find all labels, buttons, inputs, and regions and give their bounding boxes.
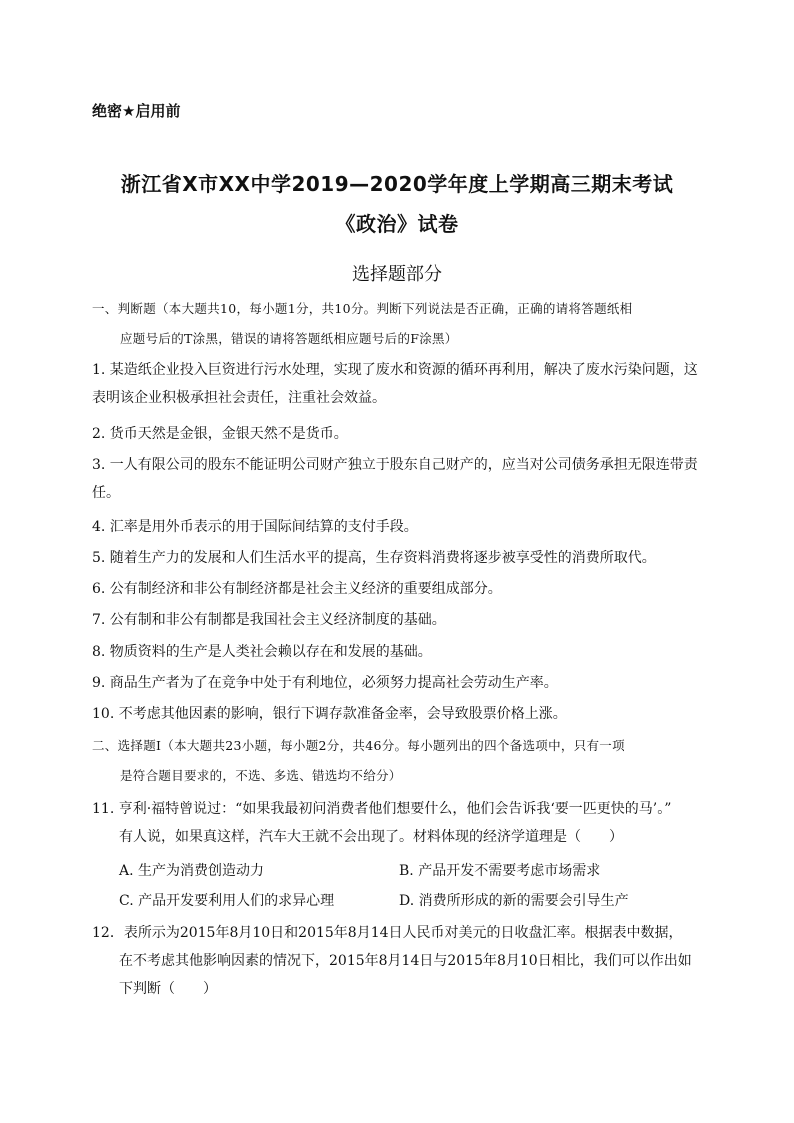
question-line: 8. 物质资料的生产是人类社会赖以存在和发展的基础。 — [92, 644, 432, 660]
question-line: 有人说，如果真这样，汽车大王就不会出现了。材料体现的经济学道理是（ ） — [119, 829, 623, 845]
question-2 — [92, 420, 702, 448]
question-line: 10. 不考虑其他因素的影响，银行下调存款准备金率，会导致股票价格上涨。 — [92, 706, 567, 722]
instruction-line: 是符合题目要求的，不选、多选、错选均不给分） — [120, 768, 402, 783]
question-11 — [92, 795, 702, 851]
question-line: 任。 — [92, 485, 120, 501]
question-line: 12．表所示为2015年8月10日和2015年8月14日人民币对美元的日收盘汇率。根据表中数据， — [92, 925, 683, 941]
question-line: 5. 随着生产力的发展和人们生活水平的提高，生存资料消费将逐步被享受性的消费所取代。 — [92, 550, 656, 566]
question-8 — [92, 638, 702, 666]
option-a: A. 生产为消费创造动力 — [119, 863, 265, 879]
question-3 — [92, 451, 702, 507]
question-11-options — [119, 857, 699, 917]
question-line: 9. 商品生产者为了在竞争中处于有利地位，必须努力提高社会劳动生产率。 — [92, 675, 558, 691]
question-line: 下判断（ ） — [119, 981, 217, 997]
section-title: 选择题部分 — [352, 264, 442, 285]
question-line: 1. 某造纸企业投入巨资进行污水处理，实现了废水和资源的循环再利用，解决了废水污染问题，这 — [92, 362, 698, 378]
instruction-line: 一、判断题（本大题共10，每小题1分，共10分。判断下列说法是否正确，正确的请将答题纸相 — [92, 301, 633, 316]
instruction-line: 二、选择题Ⅰ（本大题共23小题，每小题2分，共46分。每小题列出的四个备选项中，只有一项 — [92, 738, 625, 753]
question-9 — [92, 669, 702, 697]
instruction-line: 应题号后的T涂黑，错误的请将答题纸相应题号后的F涂黑） — [120, 331, 458, 346]
option-b: B. 产品开发不需要考虑市场需求 — [399, 863, 601, 879]
question-6 — [92, 575, 702, 603]
option-c: C. 产品开发要利用人们的求异心理 — [119, 893, 335, 909]
question-5 — [92, 544, 702, 572]
confidential-label: 绝密★启用前 — [92, 102, 181, 120]
option-d: D. 消费所形成的新的需要会引导生产 — [399, 893, 629, 909]
question-7 — [92, 606, 702, 634]
question-line: 2. 货币天然是金银，金银天然不是货币。 — [92, 426, 348, 442]
question-line: 7. 公有制和非公有制都是我国社会主义经济制度的基础。 — [92, 612, 446, 628]
exam-title: 浙江省X市XX中学2019—2020学年度上学期高三期末考试 — [120, 172, 674, 196]
question-line: 11. 亨利·福特曾说过：“如果我最初问消费者他们想要什么，他们会告诉我‘要一匹更快的马’。” — [92, 801, 672, 817]
question-4 — [92, 513, 702, 541]
question-line: 3. 一人有限公司的股东不能证明公司财产独立于股东自己财产的，应当对公司债务承担无限连带责 — [92, 457, 698, 473]
question-line: 4. 汇率是用外币表示的用于国际间结算的支付手段。 — [92, 519, 418, 535]
question-line: 6. 公有制经济和非公有制经济都是社会主义经济的重要组成部分。 — [92, 581, 502, 597]
question-line: 表明该企业积极承担社会责任，注重社会效益。 — [92, 390, 386, 406]
question-10 — [92, 700, 702, 728]
question-1 — [92, 356, 702, 412]
exam-subtitle: 《政治》试卷 — [335, 212, 459, 236]
question-12 — [92, 919, 702, 1003]
question-line: 在不考虑其他影响因素的情况下，2015年8月14日与2015年8月10日相比，我们可以作出如 — [119, 953, 692, 969]
part1-instruction — [92, 294, 702, 354]
part2-instruction — [92, 731, 702, 791]
